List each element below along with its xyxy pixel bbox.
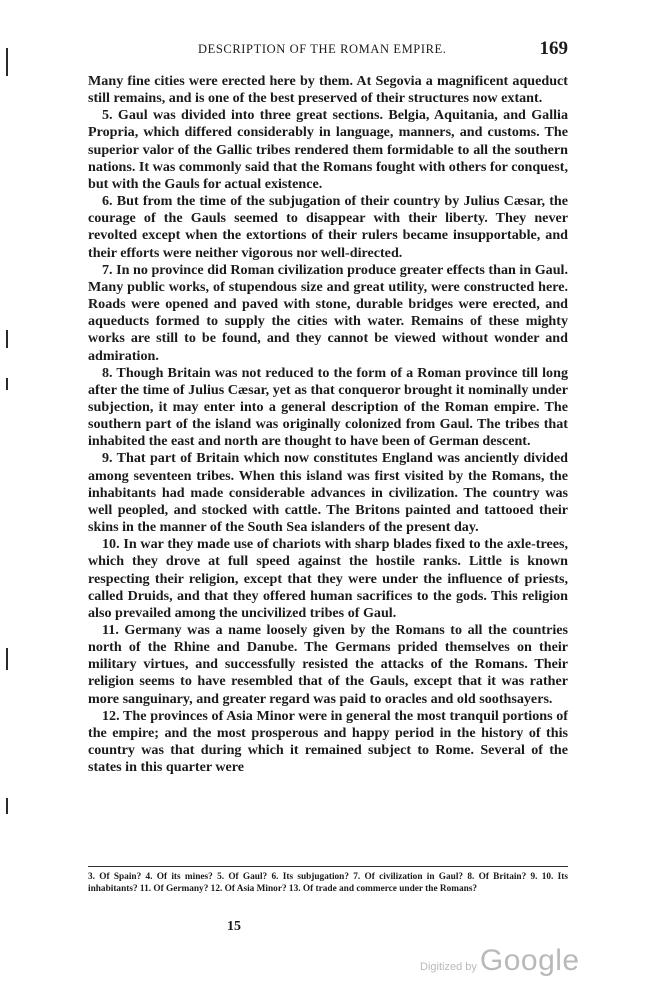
paragraph-6: 6. But from the time of the subjugation of their country by Julius Cæsar, the courage of the Gauls seemed to disappear with their liberty. They never revolted except when the extortions of their rulers became insupportable, and their efforts were neither vigorous nor well-directed.: [88, 193, 568, 261]
page-number: 169: [539, 38, 568, 59]
watermark-brand: Google: [479, 944, 580, 977]
body-text: [88, 73, 568, 776]
review-questions: 3. Of Spain? 4. Of its mines? 5. Of Gaul? 6. Its subjugation? 7. Of civilization in Gaul? 8. Of Britain? 9. 10. Its inhabitants? 11. Of Germany? 12. Of Asia Minor? 13. Of trade and commerce under the Romans?: [88, 872, 568, 894]
running-head: DESCRIPTION OF THE ROMAN EMPIRE.: [198, 42, 447, 56]
paragraph-7: 7. In no province did Roman civilization produce greater effects than in Gaul. Many public works, of stupendous size and great utility, were constructed here. Roads were opened and paved with stone, durable bridges were erected, and aqueducts formed to supply the cities with water. Remains of these mighty works are still to be found, and they cannot be viewed without wonder and admiration.: [88, 261, 568, 364]
margin-mark: [6, 648, 8, 670]
paragraph-continued: Many fine cities were erected here by them. At Segovia a magnificent aqueduct still remains, and is one of the best preserved of their structures now extant.: [88, 73, 568, 107]
paragraph-5: 5. Gaul was divided into three great sections. Belgia, Aquitania, and Gallia Propria, which differed considerably in language, manners, and customs. The superior valor of the Gallic tribes rendered them formidable to all the southern nations. It was commonly said that the Romans fought with others for conquest, but with the Gauls for actual existence.: [88, 107, 568, 192]
paragraph-8: 8. Though Britain was not reduced to the form of a Roman province till long after the time of Julius Cæsar, yet as that conqueror brought it nominally under subjection, it may enter into a general description of the Roman empire. The southern part of the island was originally colonized from Gaul. The tribes that inhabited the east and north are thought to have been of German descent.: [88, 364, 568, 450]
footnote-rule: [88, 866, 568, 867]
paragraph-10: 10. In war they made use of chariots with sharp blades fixed to the axle-trees, which they drove at full speed against the hostile ranks. Little is known respecting their religion, except that they were under the influence of priests, called Druids, and that they offered human sacrifices to the gods. This religion also prevailed among the uncivilized tribes of Gaul.: [88, 536, 568, 621]
margin-mark: [6, 48, 8, 76]
paragraph-9: 9. That part of Britain which now constitutes England was anciently divided among seventeen tribes. When this island was first visited by the Romans, the inhabitants had made considerable advances in civilization. The country was well peopled, and stocked with cattle. The Britons painted and tattooed their skins in the manner of the South Sea islanders of the present day.: [88, 450, 568, 536]
margin-mark: [6, 798, 8, 814]
watermark-prefix: Digitized by: [420, 961, 477, 973]
google-watermark: [420, 944, 580, 978]
margin-mark: [6, 330, 8, 348]
paragraph-12: 12. The provinces of Asia Minor were in general the most tranquil portions of the empire; and the most prosperous and happy period in the history of this country was that during which it remained subject to Rome. Several of the states in this quarter were: [88, 707, 568, 776]
page-header: [88, 38, 568, 60]
margin-mark: [6, 378, 8, 390]
paragraph-11: 11. Germany was a name loosely given by the Romans to all the countries north of the Rhine and Danube. The Germans prided themselves on their military virtues, and successfully resisted the attacks of the Romans. Their religion seems to have resembled that of the Gauls, except that it was rather more sanguinary, and greater regard was paid to oracles and old soothsayers.: [88, 622, 568, 707]
signature-mark: 15: [227, 919, 241, 934]
